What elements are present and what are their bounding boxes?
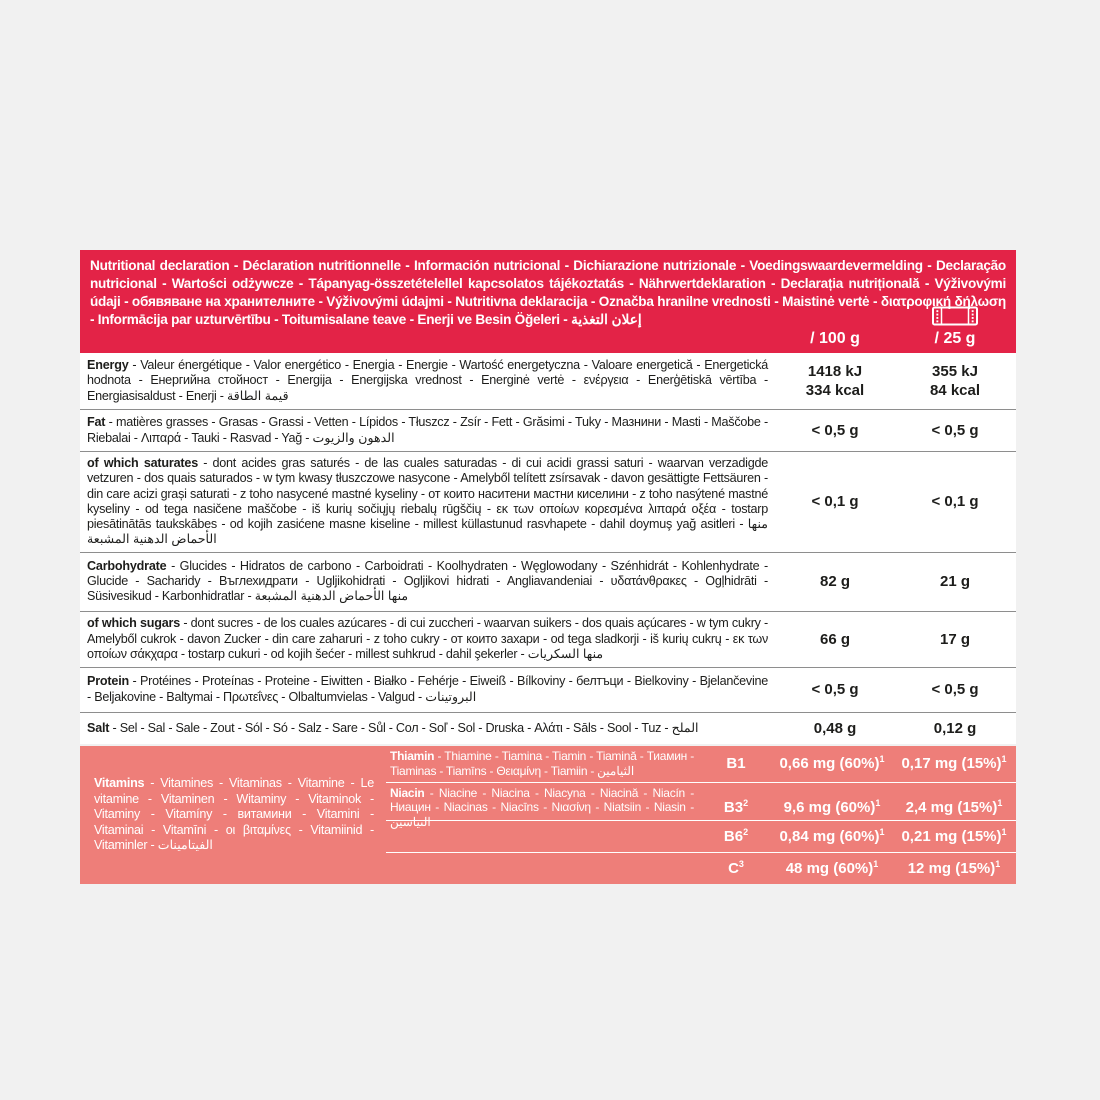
- value-per-100g: [776, 719, 894, 738]
- nutrient-name: [80, 670, 776, 709]
- vitamin-code: [700, 828, 772, 845]
- nutrient-rows: [80, 353, 1016, 744]
- vitamin-code: [700, 799, 772, 816]
- vitamin-row-c: [386, 852, 1016, 884]
- nutrient-name: [80, 612, 776, 666]
- vitamin-value-per-100g: [772, 799, 892, 816]
- energy-bar-icon: [932, 306, 978, 326]
- vitamin-rows: [386, 746, 1016, 885]
- nutrient-term: of which sugars: [87, 616, 181, 631]
- vitamin-code: [700, 755, 772, 772]
- value-line: 21 g: [939, 573, 970, 591]
- per-100g-column: [776, 330, 894, 348]
- vitamin-value-footnote: 1: [873, 859, 879, 870]
- value-line: < 0,1 g: [811, 493, 859, 511]
- vitamin-row-b1: [386, 746, 1016, 782]
- vitamins-label-text: [94, 776, 374, 854]
- vitamin-value-per-100g: [772, 860, 892, 877]
- vitamin-value-footnote: 1: [1001, 826, 1007, 837]
- vitamins-translations: - Vitamines - Vitaminas - Vitamine - Le vitamine - Vitaminen - Witaminy - Vitaminok - Vitaminy - Vitamíny - витамини - Vitamini - Vitaminai - Vitamīni - οι βιταμίνες - Vitamiinid - Vitaminler - الفيتامينات: [94, 776, 374, 853]
- value-per-100g: [776, 492, 894, 511]
- value-per-25g: [894, 492, 1016, 511]
- value-line: 0,12 g: [933, 719, 977, 737]
- nutrient-translations: - Glucides - Hidratos de carbono - Carboidrati - Koolhydraten - Węglowodany - Szénhidrát - Kohlenhydrate - Glucide - Sacharidy - Въглехидрати - Ugljikohidrati - Ogljikovi hidrati - Angliavandeniai - υδατάνθρακες - Ogļhidrāti - Süsivesikud - Karbonhidratlar - منها الأحماض الدهنية المشبعة: [87, 558, 768, 604]
- vitamin-value-footnote: 1: [879, 754, 885, 765]
- nutrient-name: [80, 452, 776, 552]
- value-per-25g: [894, 630, 1016, 649]
- per-25g-label: / 25 g: [934, 330, 976, 347]
- vitamin-value-text: 0,84 mg (60%): [779, 827, 880, 845]
- vitamin-name: [386, 866, 700, 872]
- nutrient-term: Fat: [87, 415, 106, 430]
- vitamin-value-text: 0,17 mg (15%): [901, 755, 1002, 773]
- value-line: < 0,5 g: [811, 422, 859, 439]
- value-line: < 0,5 g: [931, 681, 979, 699]
- value-per-25g: [894, 362, 1016, 400]
- vitamin-code-footnote: 2: [743, 798, 749, 809]
- nutrient-translations: - dont sucres - de los cuales azúcares - di cui zuccheri - waarvan suikers - dos quais açúcares - w tym cukry - Amelyből cukrok - davon Zucker - din care zaharuri - z toho cukry - от които захари - od tega sladkorji - iš kurių cukrų - εκ των οποίων σάκχαρα - tostarp cukuri - od kojih šećer - millest suhkrud - dahil şekerler - منها السكريات: [87, 616, 768, 661]
- value-line: < 0,1 g: [931, 493, 979, 511]
- vitamin-row-b3: [386, 782, 1016, 829]
- vitamin-value-per-25g: [892, 755, 1016, 772]
- value-line: < 0,5 g: [811, 681, 859, 699]
- value-line: 0,48 g: [813, 719, 857, 737]
- nutrient-translations: - Protéines - Proteínas - Proteine - Eiwitten - Białko - Fehérje - Eiweiß - Bílkoviny - белтъци - Bielkoviny - Bjelančevine - Beljakovine - Baltymai - Πρωτεΐνες - Olbaltumvielas - Valgud - البروتينات: [87, 674, 768, 704]
- vitamin-value-text: 48 mg (60%): [785, 860, 874, 878]
- vitamin-row-b6: [386, 820, 1016, 852]
- vitamin-code-base: B6: [723, 827, 744, 845]
- value-per-25g: [894, 572, 1016, 591]
- nutrient-term: Energy: [87, 358, 129, 373]
- vitamin-value-footnote: 1: [1001, 754, 1007, 765]
- value-line: < 0,5 g: [931, 422, 979, 439]
- per-25g-column: [894, 306, 1016, 348]
- vitamin-value-per-100g: [772, 755, 892, 772]
- value-per-100g: [776, 362, 894, 400]
- nutrient-row-sugars: [80, 611, 1016, 667]
- value-line: 82 g: [819, 573, 850, 591]
- nutrient-translations: - Valeur énergétique - Valor energético - Energia - Energie - Wartość energetyczna - Valoare energetică - Energetická hodnota - Енергийна стойност - Energija - Energijska vrednost - Energinė vertė - ενέργεια - Enerģētiskā vērtība - Energiasisaldust - Enerji - قيمة الطاقة: [87, 358, 768, 403]
- value-line: 355 kJ: [932, 363, 978, 380]
- vitamin-value-footnote: 1: [875, 798, 881, 809]
- vitamin-code-footnote: 3: [738, 859, 744, 870]
- vitamin-value-footnote: 1: [995, 859, 1001, 870]
- vitamin-name: [386, 833, 700, 839]
- vitamin-code-base: B1: [726, 755, 746, 773]
- nutrient-row-saturates: [80, 451, 1016, 552]
- nutrient-translations: - matières grasses - Grasas - Grassi - Vetten - Lípidos - Tłuszcz - Zsír - Fett - Grăsimi - Tuky - Мазнини - Masti - Maščobe - Riebalai - Λιπαρά - Tauki - Rasvad - Yağ - الدهون والزيوت: [87, 415, 768, 445]
- vitamin-value-text: 12 mg (15%): [907, 860, 996, 878]
- nutrition-label: [80, 250, 1016, 884]
- value-per-100g: [776, 680, 894, 699]
- nutrient-name: [80, 717, 776, 740]
- vitamin-term: Thiamin: [390, 749, 435, 764]
- per-100g-label: / 100 g: [810, 330, 860, 347]
- vitamins-panel: [80, 746, 1016, 885]
- nutrient-row-carbohydrate: [80, 552, 1016, 611]
- vitamin-name: [386, 746, 700, 781]
- value-line: 84 kcal: [929, 382, 981, 399]
- vitamin-code-base: C: [728, 860, 739, 878]
- vitamin-value-text: 2,4 mg (15%): [905, 799, 998, 817]
- nutrient-row-energy: [80, 353, 1016, 409]
- vitamin-value-per-100g: [772, 828, 892, 845]
- value-per-100g: [776, 421, 894, 440]
- nutrient-name: [80, 354, 776, 408]
- nutrient-term: Carbohydrate: [87, 558, 167, 573]
- nutrient-term: of which saturates: [87, 456, 199, 470]
- vitamin-value-footnote: 1: [879, 826, 885, 837]
- nutrient-translations: - dont acides gras saturés - de las cuales saturadas - di cui acidi grassi saturi - waarvan verzadigde vetzuren - dos quais saturados - w tym kwasy tłuszczowe nasycone - Amelyből telített zsírsavak - davon gesättigte Fettsäuren - din care acizi grași saturati - z toho nasycené mastné kyseliny - от които наситени мастни киселини - z toho nasýtené mastné kyseliny - od tega nasičene maščobe - iš kurių sočiųjų riebalų rūgščių - εκ των οποίων κορεσμένα λιπαρά οξέα - tostarp piesātinātās taukskābes - od kojih zasićene masne kiseline - millest küllastunud rasvhapete - dahil doymuş yağ asitleri - منها الأحماض الدهنية المشبعة: [87, 456, 768, 547]
- value-line: 1418 kJ: [807, 363, 863, 380]
- vitamin-value-text: 0,66 mg (60%): [779, 755, 880, 773]
- nutrient-translations: - Sel - Sal - Sale - Zout - Sól - Só - Salz - Sare - Sůl - Сол - Soľ - Sol - Druska - Αλάτι - Sāls - Sool - Tuz - الملح: [109, 720, 699, 735]
- vitamin-code-base: B3: [723, 799, 744, 817]
- vitamin-value-footnote: 1: [997, 798, 1003, 809]
- per-quantity-columns: [776, 306, 1016, 348]
- nutrient-row-salt: [80, 712, 1016, 744]
- vitamins-label: [80, 746, 386, 885]
- vitamin-value-text: 9,6 mg (60%): [783, 799, 876, 817]
- nutrient-term: Salt: [87, 720, 110, 735]
- vitamins-term: Vitamins: [94, 776, 145, 791]
- vitamin-value-per-25g: [892, 828, 1016, 845]
- vitamin-translations: - Thiamine - Tiamina - Tiamin - Tiamină - Тиамин - Tiaminas - Tiamīns - Θειαμίνη - Tiamiin - الثيامين: [390, 749, 694, 778]
- vitamin-term: Niacin: [390, 785, 425, 800]
- vitamin-code: [700, 860, 772, 877]
- nutrient-row-fat: [80, 409, 1016, 451]
- value-per-25g: [894, 421, 1016, 440]
- value-per-100g: [776, 630, 894, 649]
- value-line: 17 g: [939, 630, 970, 648]
- value-per-25g: [894, 680, 1016, 699]
- value-line: 66 g: [819, 630, 850, 648]
- nutrition-header-title: Nutritional declaration - Déclaration nutritionnelle - Información nutricional - Dichiarazione nutrizionale - Voedingswaardevermelding - Declaração nutricional - Wartości odżywcze - Tápanyag-összetételellel kapcsolatos tájékoztatás - Nährwertdeklaration - Declarația nutrițională - Výživovými údaji - обявяване на хранителните - Výživovými údajmi - Nutritivna deklaracija - Označba hranilne vrednosti - Maistinė vertė - διατροφική δήλωση - Informācija par uzturvērtību - Toitumisalane teave - Enerji ve Besin Öğeleri - إعلان التغذية: [90, 258, 1006, 327]
- vitamin-translations: - Niacine - Niacina - Niacyna - Niacină - Niacín - Ниацин - Niacinas - Niacīns - Νιασίνη - Niatsiin - Niasin - النياسين: [390, 785, 694, 829]
- nutrient-term: Protein: [87, 674, 129, 689]
- vitamin-value-per-25g: [892, 860, 1016, 877]
- vitamin-value-text: 0,21 mg (15%): [901, 827, 1002, 845]
- nutrient-name: [80, 411, 776, 450]
- nutrient-row-protein: [80, 667, 1016, 712]
- vitamin-code-footnote: 2: [743, 826, 749, 837]
- value-per-25g: [894, 719, 1016, 738]
- vitamin-value-per-25g: [892, 799, 1016, 816]
- nutrient-name: [80, 555, 776, 609]
- nutrition-header: [80, 250, 1016, 353]
- value-per-100g: [776, 572, 894, 591]
- value-line: 334 kcal: [805, 382, 865, 399]
